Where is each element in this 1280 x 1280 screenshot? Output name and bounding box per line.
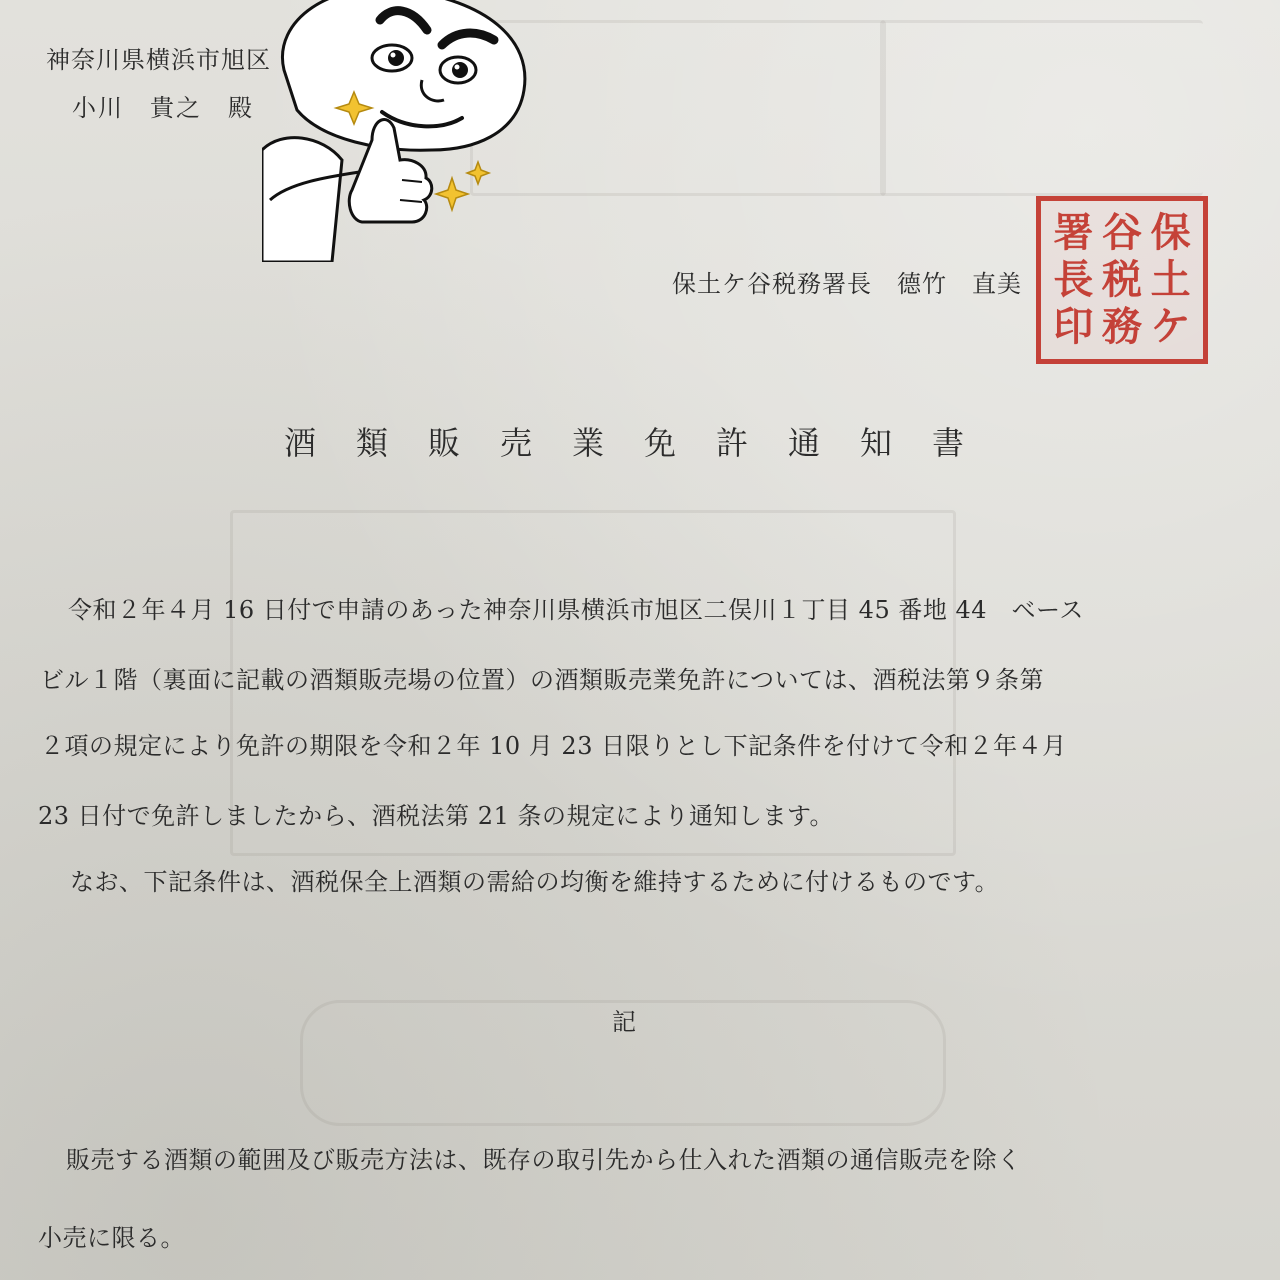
document-title: 酒類販売業免許通知書 [284, 424, 1005, 462]
seal-char: 税 [1102, 255, 1143, 303]
bleed-through-mark [470, 20, 886, 196]
body-line-3: ２項の規定により免許の期限を令和２年 10 月 23 日限りとし下記条件を付けて令和２年４月 [40, 732, 1067, 760]
seal-char: 谷 [1102, 208, 1143, 256]
sparkle-icon [467, 162, 489, 184]
sparkle-icon [436, 178, 468, 210]
thumbs-up-character-sticker [262, 0, 532, 262]
body-line-5: なお、下記条件は、酒税保全上酒類の需給の均衡を維持するために付けるものです。 [70, 868, 1000, 896]
seal-char: 印 [1053, 303, 1094, 351]
seal-char: 保 [1150, 208, 1191, 256]
condition-line-2: 小売に限る。 [38, 1224, 185, 1252]
recipient-address: 神奈川県横浜市旭区 [46, 46, 271, 74]
condition-line-1: 販売する酒類の範囲及び販売方法は、既存の取引先から仕入れた酒類の通信販売を除く [66, 1146, 1022, 1174]
seal-char: 署 [1053, 208, 1094, 256]
bleed-through-mark [880, 20, 1203, 196]
body-line-4: 23 日付で免許しましたから、酒税法第 21 条の規定により通知します。 [38, 802, 835, 830]
seal-char: 長 [1053, 255, 1094, 303]
recipient-name: 小川 貴之 殿 [72, 94, 254, 122]
official-seal [1036, 196, 1208, 364]
issuer-name: 保土ケ谷税務署長 德竹 直美 [672, 270, 1022, 298]
body-line-2: ビル１階（裏面に記載の酒類販売場の位置）の酒類販売業免許については、酒税法第９条第 [40, 666, 1045, 694]
seal-char: 土 [1150, 255, 1191, 303]
body-line-1: 令和２年４月 16 日付で申請のあった神奈川県横浜市旭区二俣川１丁目 45 番地 44 ベース [68, 596, 1084, 624]
seal-char: 務 [1102, 303, 1143, 351]
seal-char: ケ [1150, 303, 1191, 351]
ki-heading: 記 [612, 1008, 636, 1036]
seal-characters [1049, 209, 1195, 351]
